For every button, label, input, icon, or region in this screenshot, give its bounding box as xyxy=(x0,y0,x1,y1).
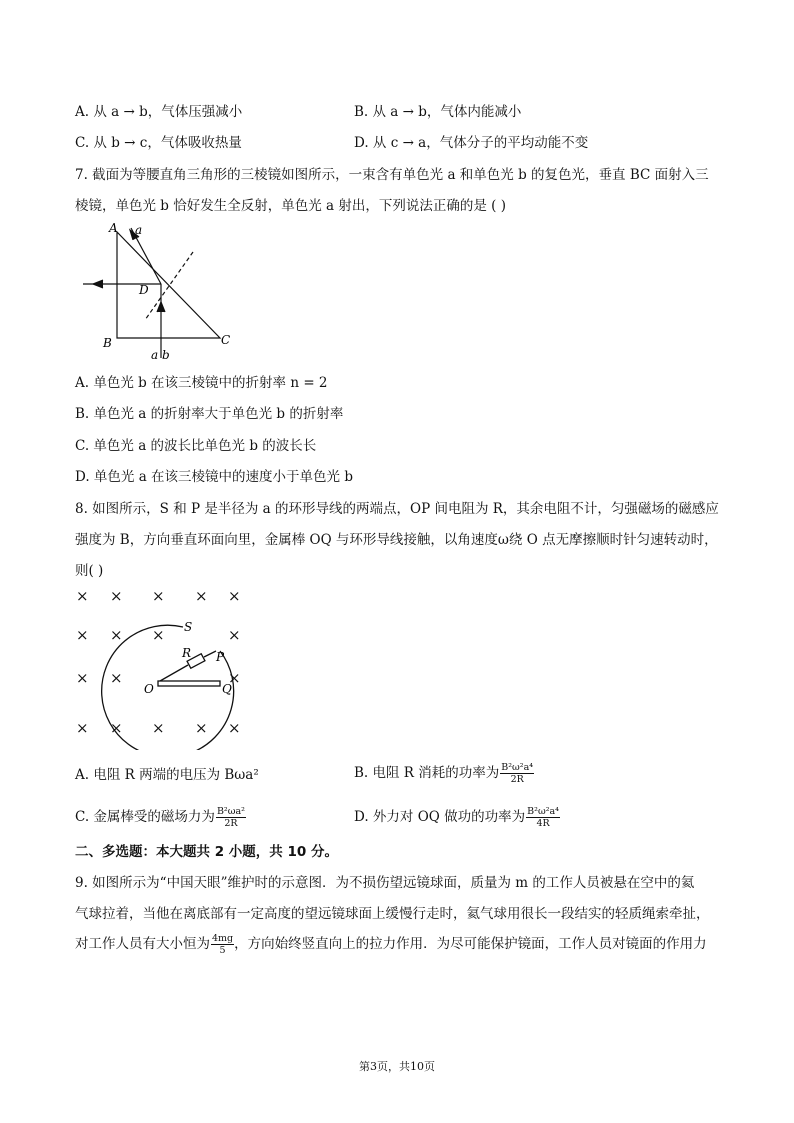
field-cross: × xyxy=(228,587,241,605)
label-S: S xyxy=(184,620,193,634)
q8-option-b-text: B. 电阻 R 消耗的功率为 xyxy=(354,765,500,781)
field-cross: × xyxy=(228,719,241,737)
section-heading-multiple-choice: 二、多选题：本大题共 2 小题，共 10 分。 xyxy=(75,844,338,860)
q8-option-b-numerator: B²ω²a⁴ xyxy=(501,762,534,773)
q7-stem-line2: 棱镜，单色光 b 恰好发生全反射，单色光 a 射出，下列说法正确的是 ( ) xyxy=(75,198,506,214)
ray-arrow-up xyxy=(157,302,165,312)
metal-rod-OQ xyxy=(158,681,220,686)
field-cross: × xyxy=(228,626,241,644)
field-cross: × xyxy=(76,626,89,644)
q8-option-b xyxy=(354,762,534,785)
label-P: P xyxy=(216,650,225,664)
q7-option-d: D. 单色光 a 在该三棱镜中的速度小于单色光 b xyxy=(75,469,353,485)
q8-option-d-numerator: B²ω²a⁴ xyxy=(527,806,559,817)
q8-option-a: A. 电阻 R 两端的电压为 Bωa² xyxy=(75,767,259,783)
q7-option-a: A. 单色光 b 在该三棱镜中的折射率 n = 2 xyxy=(75,375,328,391)
prism-triangle xyxy=(117,232,220,338)
field-cross: × xyxy=(110,626,123,644)
q8-stem-line1: 8. 如图所示，S 和 P 是半径为 a 的环形导线的两端点，OP 间电阻为 R，其余电阻不计，匀强磁场的磁感应 xyxy=(75,501,719,517)
q9-force-numerator: 4mg xyxy=(212,933,234,944)
q8-option-c-text: C. 金属棒受的磁场力为 xyxy=(75,809,215,825)
q8-option-c-denominator: 2R xyxy=(224,818,238,829)
label-Q: Q xyxy=(222,682,232,696)
q8-stem-line2: 强度为 B，方向垂直环面向里，金属棒 OQ 与环形导线接触，以角速度ω绕 O 点无摩擦顺时针匀速转动时， xyxy=(75,532,718,548)
q8-option-c-numerator: B²ωa² xyxy=(216,806,245,817)
field-cross: × xyxy=(152,587,165,605)
field-cross: × xyxy=(228,669,241,687)
q9-stem-line3 xyxy=(75,933,707,956)
field-cross: × xyxy=(110,587,123,605)
q6-option-b: B. 从 a → b，气体内能减小 xyxy=(354,104,522,120)
q8-option-c-fraction xyxy=(216,806,246,829)
field-cross: × xyxy=(76,669,89,687)
q7-stem-line1: 7. 截面为等腰直角三角形的三棱镜如图所示，一束含有单色光 a 和单色光 b 的复色光，垂直 BC 面射入三 xyxy=(75,167,709,183)
q8-stem-line3: 则( ) xyxy=(75,563,104,579)
q8-option-b-fraction xyxy=(500,762,534,785)
q9-force-fraction xyxy=(211,933,234,956)
ray-arrow-left xyxy=(93,280,103,288)
label-a-top: a xyxy=(135,223,143,237)
q6-option-a: A. 从 a → b，气体压强减小 xyxy=(75,104,243,120)
wire-RP xyxy=(204,651,216,657)
prism-figure xyxy=(75,220,245,365)
field-cross: × xyxy=(76,587,89,605)
q7-option-c: C. 单色光 a 的波长比单色光 b 的波长长 xyxy=(75,438,317,454)
field-cross: × xyxy=(152,719,165,737)
q9-stem-line1: 9. 如图所示为“中国天眼”维护时的示意图．为不损伤望远镜球面，质量为 m 的工作人员被悬在空中的氦 xyxy=(75,875,695,891)
q8-option-d-fraction xyxy=(526,806,560,829)
page-footer: 第3页，共10页 xyxy=(359,1060,435,1073)
field-cross: × xyxy=(110,719,123,737)
field-cross: × xyxy=(152,626,165,644)
q6-option-d: D. 从 c → a，气体分子的平均动能不变 xyxy=(354,135,589,151)
q9-stem-line3-b: ，方向始终竖直向上的拉力作用．为尽可能保护镜面，工作人员对镜面的作用力 xyxy=(234,936,707,952)
q9-force-denominator: 5 xyxy=(219,945,226,956)
field-cross: × xyxy=(76,719,89,737)
q6-option-c: C. 从 b → c，气体吸收热量 xyxy=(75,135,242,151)
field-cross: × xyxy=(110,669,123,687)
q8-option-d-denominator: 4R xyxy=(536,818,550,829)
q7-option-b: B. 单色光 a 的折射率大于单色光 b 的折射率 xyxy=(75,406,344,422)
label-D: D xyxy=(139,283,149,297)
q8-option-d-text: D. 外力对 OQ 做功的功率为 xyxy=(354,809,526,825)
label-C: C xyxy=(221,333,231,347)
label-A: A xyxy=(109,221,118,235)
wire-OP xyxy=(160,665,188,681)
ring-figure xyxy=(70,585,255,750)
label-ab: a b xyxy=(151,348,170,362)
q8-option-b-denominator: 2R xyxy=(510,774,524,785)
q9-stem-line2: 气球拉着，当他在离底部有一定高度的望远镜球面上缓慢行走时，氦气球用很长一段结实的轻质绳索牵扯， xyxy=(75,906,710,922)
q9-stem-line3-a: 对工作人员有大小恒为 xyxy=(75,936,210,952)
label-R: R xyxy=(182,646,192,660)
label-B: B xyxy=(103,336,112,350)
label-O: O xyxy=(144,682,154,696)
field-cross: × xyxy=(195,719,208,737)
q8-option-d xyxy=(354,806,560,829)
q8-option-c xyxy=(75,806,246,829)
field-cross: × xyxy=(195,587,208,605)
